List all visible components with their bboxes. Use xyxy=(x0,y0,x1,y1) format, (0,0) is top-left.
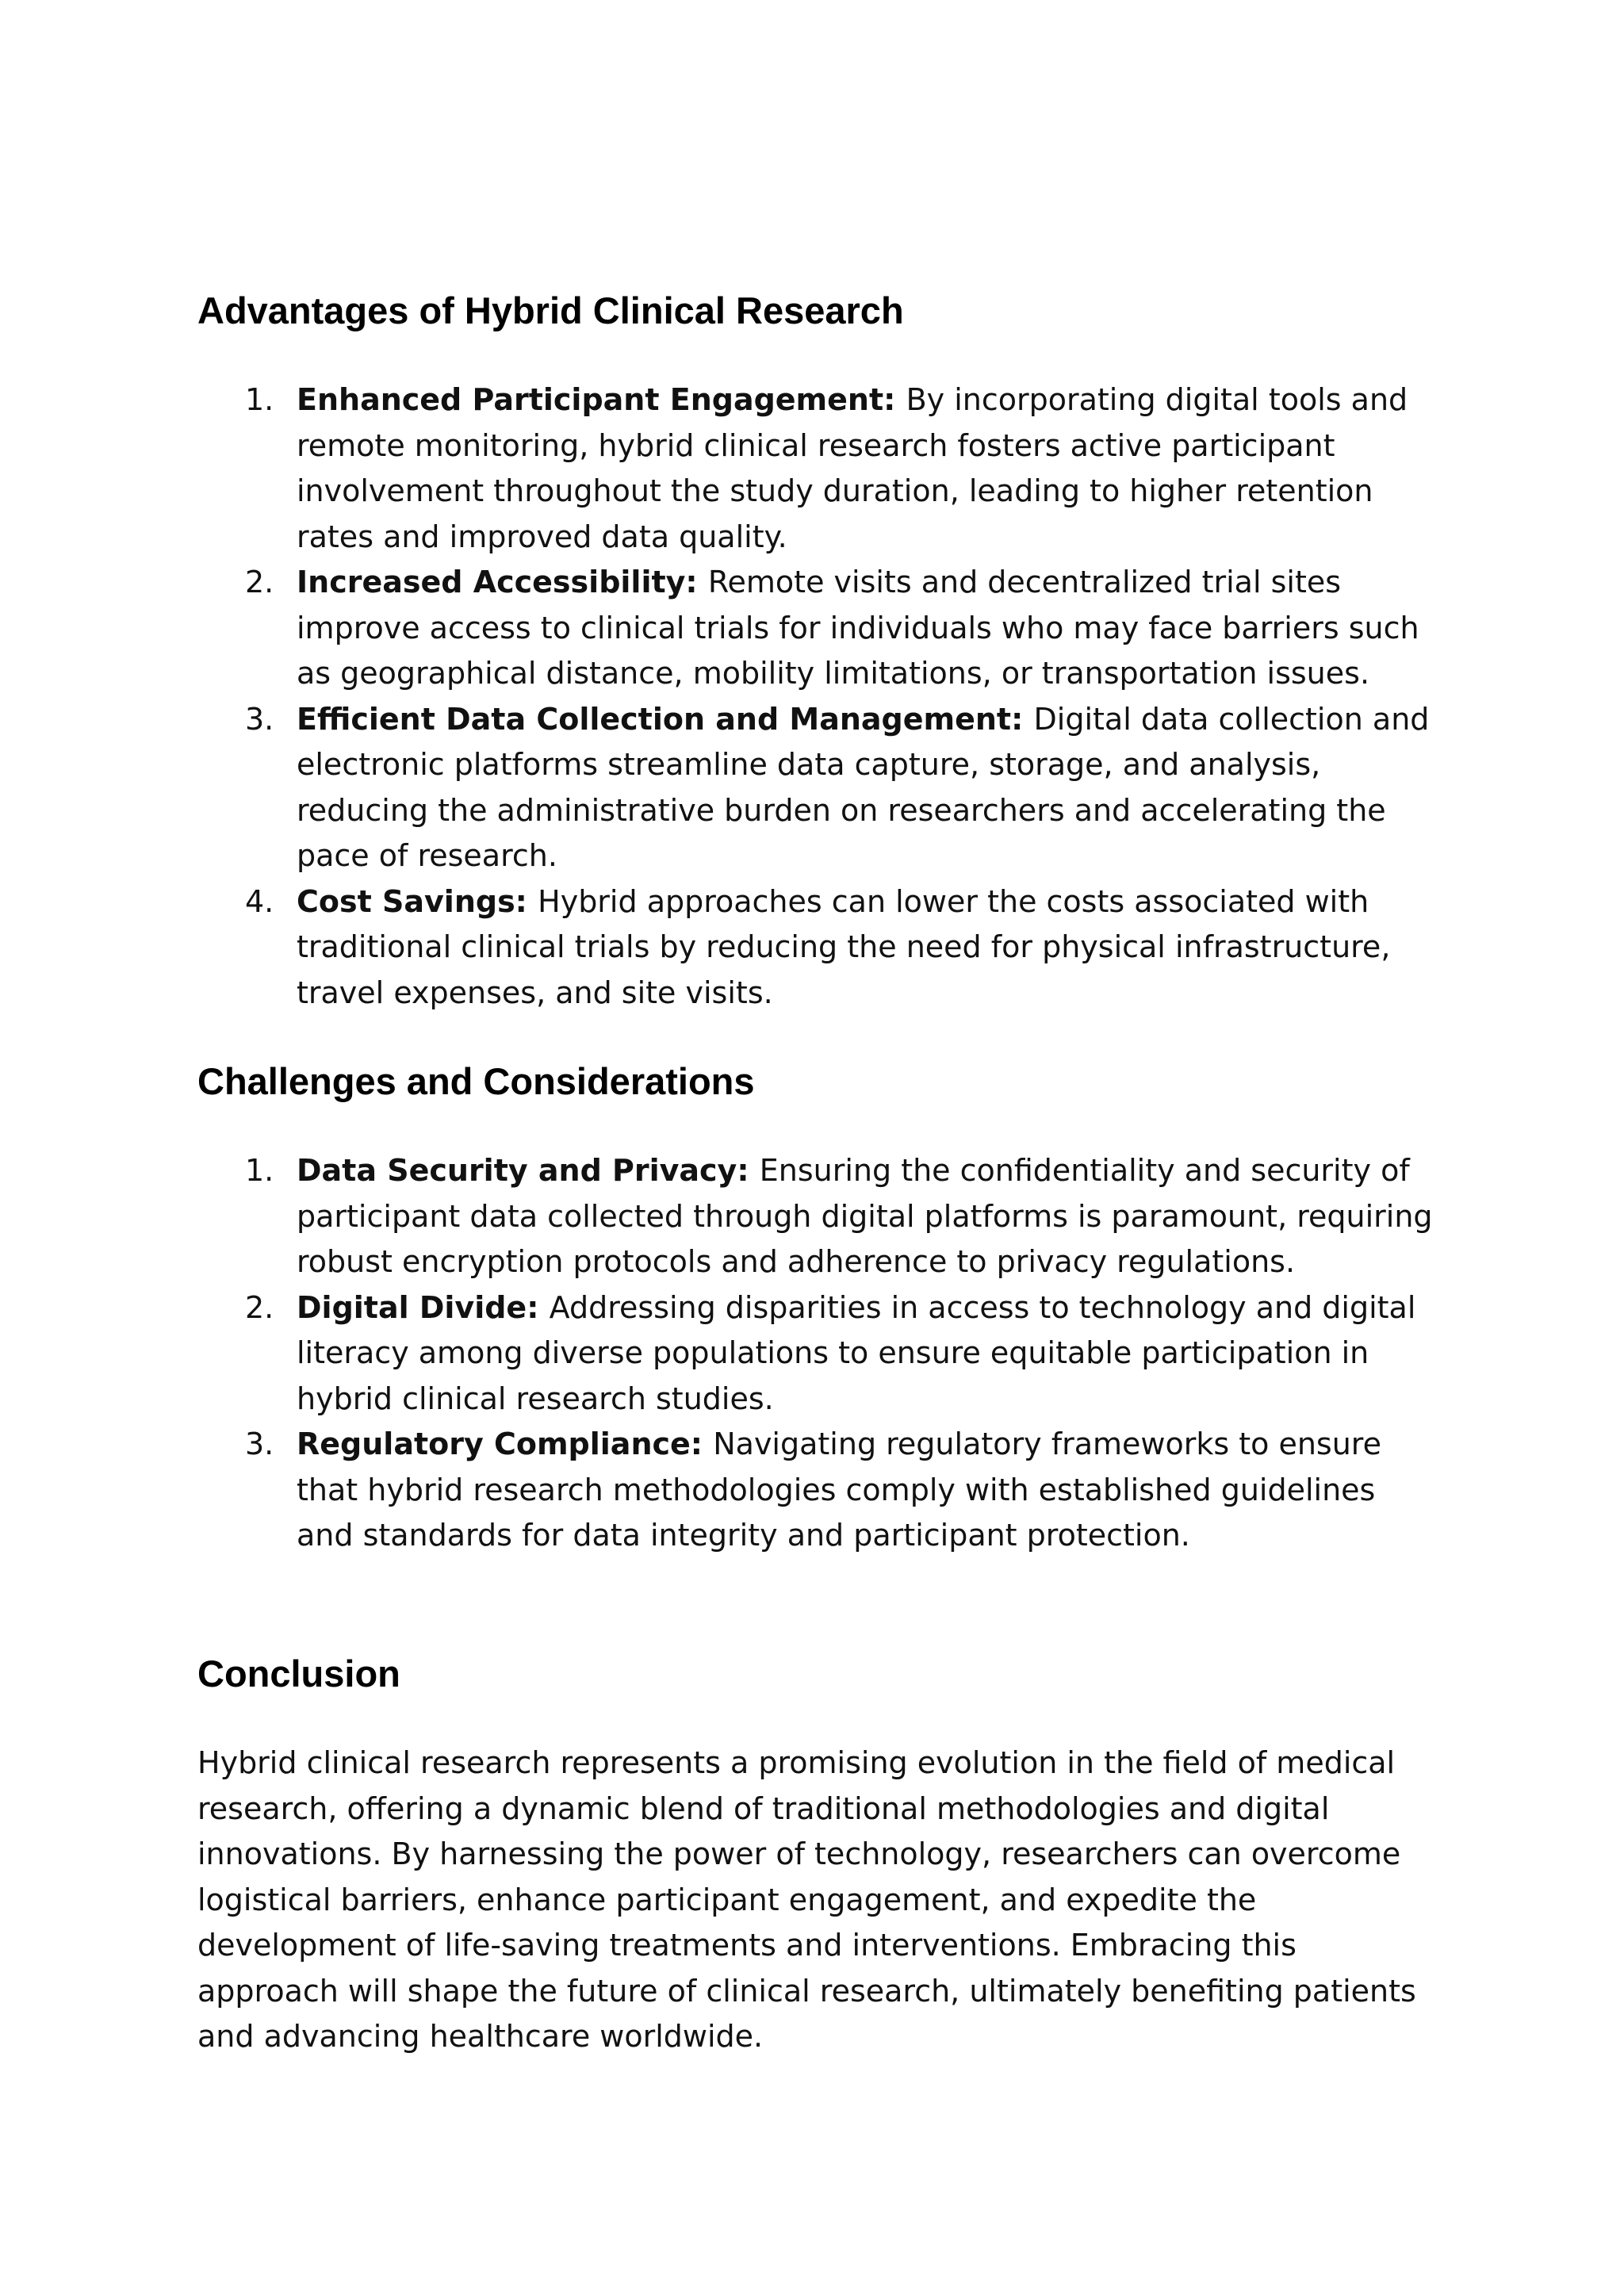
advantages-list xyxy=(197,377,1434,1016)
item-term: Regulatory Compliance: xyxy=(297,1427,714,1461)
list-number: 1. xyxy=(245,382,274,417)
item-term: Enhanced Participant Engagement: xyxy=(297,382,906,417)
advantages-item-4 xyxy=(197,879,1434,1017)
advantages-section xyxy=(197,289,1434,1016)
item-text: Remote visits and decentralized trial sites improve access to clinical trials for individuals who may face barriers such as geographical distance, mobility limitations, or transportation issues. xyxy=(297,565,1419,691)
list-number: 3. xyxy=(245,701,274,737)
challenges-heading: Challenges and Considerations xyxy=(197,1060,755,1102)
item-text: Ensuring the confidentiality and security of participant data collected through digital platforms is paramount, requiring robust encryption protocols and adherence to privacy regulations. xyxy=(297,1153,1433,1279)
item-text: Digital data collection and electronic platforms streamline data capture, storage, and analysis, reducing the administrative burden on researchers and accelerating the pace of research. xyxy=(297,701,1430,873)
advantages-item-3 xyxy=(197,697,1434,879)
list-number: 3. xyxy=(245,1427,274,1461)
list-number: 2. xyxy=(245,565,274,599)
item-term: Cost Savings: xyxy=(297,883,538,919)
conclusion-section xyxy=(197,1652,1434,2060)
challenges-section xyxy=(197,1059,1434,1559)
challenges-item-1 xyxy=(197,1148,1434,1285)
item-term: Efficient Data Collection and Management: xyxy=(297,701,1034,737)
advantages-item-2 xyxy=(197,560,1434,697)
item-text: By incorporating digital tools and remote monitoring, hybrid clinical research fosters active participant involvement throughout the study duration, leading to higher retention rates and improved data quality. xyxy=(297,382,1408,554)
list-number: 1. xyxy=(245,1153,274,1188)
item-term: Increased Accessibility: xyxy=(297,565,708,599)
advantages-heading: Advantages of Hybrid Clinical Research xyxy=(197,289,904,331)
item-text: Navigating regulatory frameworks to ensure that hybrid research methodologies comply with established guidelines and standards for data integrity and participant protection. xyxy=(297,1427,1381,1553)
item-text: Addressing disparities in access to technology and digital literacy among diverse populations to ensure equitable participation in hybrid clinical research studies. xyxy=(297,1289,1416,1416)
advantages-item-1 xyxy=(197,377,1434,560)
item-term: Data Security and Privacy: xyxy=(297,1153,760,1188)
conclusion-paragraph: Hybrid clinical research represents a promising evolution in the field of medical research, offering a dynamic blend of traditional methodologies and digital innovations. By harnessing the power of technology, researchers can overcome logistical barriers, enhance participant engagement, and expedite the development of life-saving treatments and interventions. Embracing this approach will shape the future of clinical research, ultimately benefiting patients and advancing healthcare worldwide. xyxy=(197,1745,1416,2054)
item-term: Digital Divide: xyxy=(297,1289,550,1325)
item-text: Hybrid approaches can lower the costs associated with traditional clinical trials by reducing the need for physical infrastructure, travel expenses, and site visits. xyxy=(297,883,1391,1010)
challenges-item-3 xyxy=(197,1422,1434,1559)
conclusion-heading: Conclusion xyxy=(197,1653,400,1695)
challenges-list xyxy=(197,1148,1434,1559)
challenges-item-2 xyxy=(197,1285,1434,1423)
list-number: 2. xyxy=(245,1289,274,1325)
list-number: 4. xyxy=(245,883,274,919)
